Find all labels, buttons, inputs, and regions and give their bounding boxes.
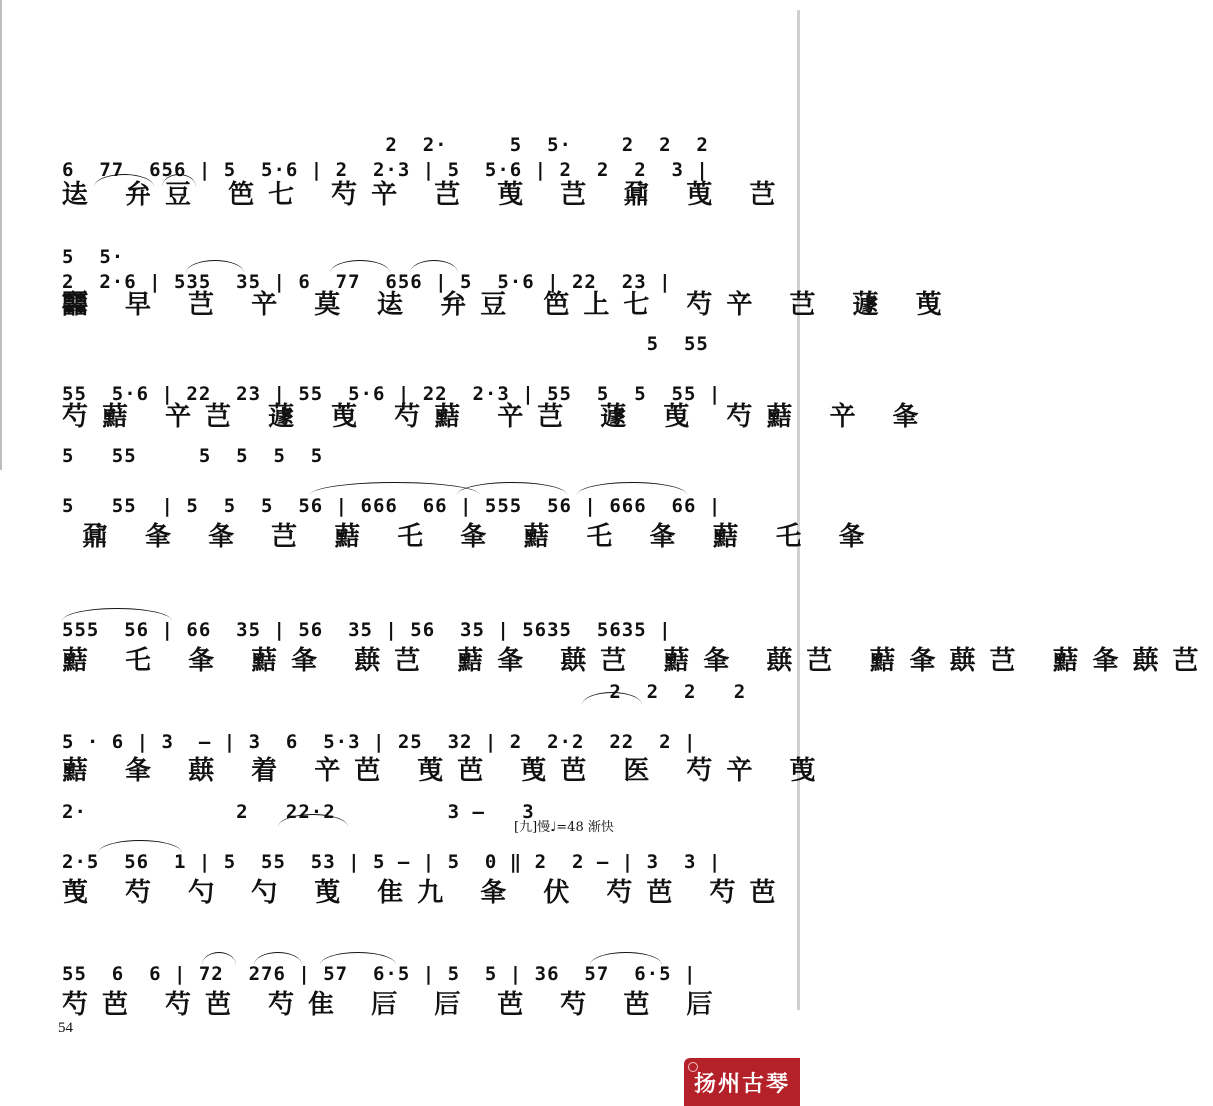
- guqin-tablature: 䨻 早 芑 䇂 莫 迲 弁豆 笆上七 芍䇂 芑 蘧 䒶: [62, 290, 956, 320]
- jianpu-main-voice: 55 5·6 | 22 23 | 55 5·6 | 22 2·3 | 55 5 5 55 |: [62, 383, 722, 405]
- guqin-tablature: 䒶 芍 勺 勺 䒶 隹九 夆 伏 芍芭 芍芭: [62, 878, 790, 908]
- site-logo: [684, 1058, 800, 1106]
- jianpu-upper-voice: 2· 2 22·2 3 — 3: [62, 801, 535, 823]
- cloud-icon: [688, 1062, 698, 1072]
- page-edge-left: [0, 0, 2, 470]
- jianpu-main-voice: 555 56 | 66 35 | 56 35 | 56 35 | 5635 5635 |: [62, 619, 672, 641]
- page-edge-right: [797, 10, 800, 1010]
- guqin-tablature: 䕸 乇 夆 䕸夆 蕻芑 䕸夆 蕻芑 䕸夆 蕻芑 䕸夆蕻芑 䕸夆蕻芑: [62, 646, 1213, 676]
- jianpu-main-voice: 5 55 | 5 5 5 56 | 666 66 | 555 56 | 666 66 |: [62, 495, 722, 517]
- jianpu-upper-voice: 5 55 5 5 5 5: [62, 445, 324, 467]
- jianpu-main-voice: 55 6 6 | 72 276 | 57 6·5 | 5 5 | 36 57 6·5 |: [62, 963, 697, 985]
- score-system-7: [62, 800, 790, 908]
- tempo-marking: [九]慢♩=48 渐快: [514, 820, 614, 835]
- guqin-tablature: 鼐 夆 夆 芑 䕸 乇 夆 䕸 乇 夆 䕸 乇 夆: [82, 522, 879, 552]
- guqin-tablature: 䕸 夆 蕻 着 䇂芭 䒶芭 䒶芭 医 芍䇂 䒶: [62, 756, 830, 786]
- score-system-4: [62, 444, 879, 552]
- logo-text: 扬州古琴: [693, 1071, 790, 1097]
- jianpu-upper-voice: 2 2· 5 5· 2 2 2: [62, 134, 709, 156]
- score-system-1: [62, 108, 790, 210]
- guqin-tablature: 芍芭 芍芭 芍隹 𥐘 𥐘 芭 芍 芭 𥐘: [62, 990, 727, 1020]
- score-system-8: [62, 912, 727, 1020]
- guqin-tablature: 芍䕸 䇂芑 蘧 䒶 芍䕸 䇂芑 蘧 䒶 芍䕸 䇂 夆: [62, 402, 933, 432]
- jianpu-main-voice: 2 2·6 | 535 35 | 6 77 656 | 5 5·6 | 22 23 |: [62, 271, 672, 293]
- jianpu-main-voice: 2·5 56 1 | 5 55 53 | 5 — | 5 0 ‖ 2 2 — | 3 3 |: [62, 851, 722, 873]
- page-number: 54: [58, 1020, 73, 1036]
- jianpu-upper-voice: 2 2 2 2: [62, 681, 747, 703]
- jianpu-upper-voice: 5 55: [62, 333, 709, 355]
- jianpu-main-voice: 5 · 6 | 3 — | 3 6 5·3 | 25 32 | 2 2·2 22 2 |: [62, 731, 697, 753]
- jianpu-upper-voice: 5 5·: [62, 246, 125, 268]
- guqin-tablature: 迲 弁豆 笆七 芍䇂 芑 䒶 芑 鼐 䒶 芑: [62, 180, 790, 210]
- jianpu-main-voice: 6 77 656 | 5 5·6 | 2 2·3 | 5 5·6 | 2 2 2 3 |: [62, 159, 709, 181]
- score-system-5: [62, 568, 1213, 676]
- score-system-6: [62, 680, 830, 786]
- score-system-2: [62, 220, 956, 320]
- score-system-3: [62, 332, 933, 432]
